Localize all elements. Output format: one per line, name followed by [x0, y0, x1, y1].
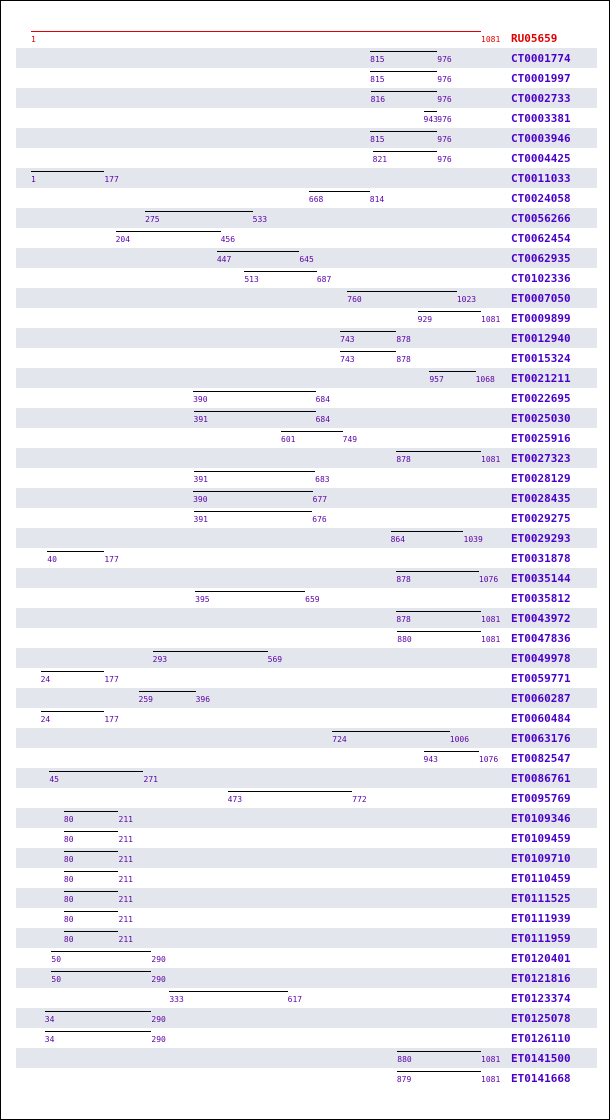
sequence-id-link[interactable]: CT0102336: [511, 272, 571, 285]
sequence-id-link[interactable]: ET0059771: [511, 672, 571, 685]
alignment-row: [16, 68, 597, 88]
alignment-segment: [370, 71, 437, 72]
end-position: 976: [437, 55, 452, 64]
start-position: 80: [63, 855, 74, 864]
alignment-segment: [424, 111, 438, 112]
sequence-id-link[interactable]: ET0025030: [511, 412, 571, 425]
sequence-id-link[interactable]: ET0095769: [511, 792, 571, 805]
alignment-segment: [396, 451, 481, 452]
alignment-segment: [64, 851, 119, 852]
start-position: 333: [169, 995, 184, 1004]
alignment-row: [16, 248, 597, 268]
end-position: 1081: [481, 315, 501, 324]
end-position: 677: [312, 495, 328, 504]
start-position: 601: [281, 435, 296, 444]
end-position: 1006: [449, 735, 470, 744]
end-position: 617: [287, 995, 303, 1004]
sequence-id-link[interactable]: ET0029275: [511, 512, 571, 525]
start-position: 513: [244, 275, 259, 284]
end-position: 456: [220, 235, 236, 244]
start-position: 80: [63, 915, 74, 924]
start-position: 815: [370, 135, 385, 144]
sequence-id-link[interactable]: ET0120401: [511, 952, 571, 965]
alignment-row: [16, 628, 597, 648]
alignment-row: [16, 348, 597, 368]
alignment-segment: [31, 31, 481, 32]
sequence-id-link[interactable]: ET0109710: [511, 852, 571, 865]
start-position: 943: [423, 115, 438, 124]
end-position: 211: [118, 935, 133, 944]
alignment-row: [16, 788, 597, 808]
sequence-id-link[interactable]: CT0003381: [511, 112, 571, 125]
alignment-segment: [145, 211, 253, 212]
end-position: 211: [118, 895, 133, 904]
sequence-id-link[interactable]: ET0141668: [511, 1072, 571, 1085]
end-position: 177: [104, 175, 119, 184]
end-position: 1081: [481, 1075, 501, 1084]
sequence-id-link[interactable]: ET0063176: [511, 732, 571, 745]
end-position: 1076: [478, 755, 499, 764]
alignment-row: [16, 288, 597, 308]
alignment-segment: [51, 951, 151, 952]
end-position: 569: [267, 655, 283, 664]
sequence-id-link[interactable]: CT0001997: [511, 72, 571, 85]
start-position: 80: [63, 815, 74, 824]
start-position: 395: [195, 595, 210, 604]
alignment-segment: [347, 291, 457, 292]
alignment-row: [16, 1028, 597, 1048]
alignment-segment: [244, 271, 317, 272]
end-position: 683: [315, 475, 330, 484]
alignment-segment: [309, 191, 370, 192]
alignment-row: [16, 488, 597, 508]
start-position: 815: [370, 75, 385, 84]
alignment-row: [16, 1068, 597, 1088]
sequence-id-link[interactable]: ET0028435: [511, 492, 571, 505]
sequence-id-link[interactable]: ET0111939: [511, 912, 571, 925]
sequence-id-link[interactable]: CT0001774: [511, 52, 571, 65]
alignment-segment: [281, 431, 343, 432]
end-position: 976: [437, 155, 452, 164]
end-position: 976: [437, 115, 452, 124]
alignment-segment: [31, 171, 104, 172]
alignment-row: [16, 188, 597, 208]
start-position: 878: [396, 575, 411, 584]
alignment-segment: [373, 151, 438, 152]
alignment-row: [16, 868, 597, 888]
start-position: 275: [145, 215, 160, 224]
alignment-segment: [396, 571, 479, 572]
end-position: 687: [316, 275, 332, 284]
reference-row: [16, 28, 597, 48]
alignment-segment: [64, 911, 119, 912]
end-position: 976: [437, 95, 452, 104]
sequence-id-link[interactable]: ET0012940: [511, 332, 571, 345]
sequence-id-link[interactable]: ET0082547: [511, 752, 571, 765]
sequence-id-link[interactable]: CT0011033: [511, 172, 571, 185]
alignment-row: [16, 448, 597, 468]
start-position: 34: [44, 1015, 55, 1024]
sequence-id-link[interactable]: ET0022695: [511, 392, 571, 405]
end-position: 1081: [481, 615, 501, 624]
alignment-row: [16, 408, 597, 428]
alignment-segment: [340, 331, 396, 332]
alignment-segment: [397, 1071, 481, 1072]
end-position: 177: [104, 715, 119, 724]
alignment-segment: [370, 51, 437, 52]
alignment-row: [16, 228, 597, 248]
start-position: 879: [396, 1075, 412, 1084]
end-position: 1081: [481, 35, 501, 44]
end-position: 1068: [475, 375, 495, 384]
sequence-id-link[interactable]: ET0110459: [511, 872, 571, 885]
start-position: 204: [115, 235, 131, 244]
alignment-row: [16, 388, 597, 408]
start-position: 391: [193, 515, 208, 524]
alignment-row: [16, 108, 597, 128]
alignment-row: [16, 848, 597, 868]
alignment-row: [16, 548, 597, 568]
sequence-id-link[interactable]: CT0062935: [511, 252, 571, 265]
alignment-segment: [371, 91, 438, 92]
alignment-segment: [64, 831, 119, 832]
alignment-row: [16, 808, 597, 828]
sequence-id-link[interactable]: CT0062454: [511, 232, 571, 245]
start-position: 391: [193, 415, 208, 424]
end-position: 533: [252, 215, 268, 224]
start-position: 724: [332, 735, 347, 744]
end-position: 749: [342, 435, 358, 444]
sequence-id-link[interactable]: ET0060484: [511, 712, 571, 725]
sequence-id-link[interactable]: ET0109459: [511, 832, 571, 845]
end-position: 211: [118, 835, 133, 844]
start-position: 390: [193, 495, 208, 504]
start-position: 24: [40, 675, 51, 684]
alignment-row: [16, 1048, 597, 1068]
alignment-segment: [41, 711, 105, 712]
start-position: 80: [63, 835, 74, 844]
end-position: 878: [396, 335, 411, 344]
alignment-segment: [418, 311, 481, 312]
alignment-segment: [64, 931, 119, 932]
end-position: 1081: [481, 635, 501, 644]
alignment-segment: [169, 991, 287, 992]
start-position: 50: [51, 975, 62, 984]
alignment-row: [16, 1008, 597, 1028]
end-position: 211: [118, 875, 133, 884]
end-position: 976: [437, 75, 452, 84]
start-position: 1: [31, 175, 36, 184]
alignment-row: [16, 128, 597, 148]
alignment-row: [16, 708, 597, 728]
alignment-row: [16, 468, 597, 488]
alignment-segment: [194, 511, 313, 512]
end-position: 878: [396, 355, 411, 364]
alignment-segment: [370, 131, 437, 132]
sequence-id-link[interactable]: ET0035144: [511, 572, 571, 585]
alignment-segment: [193, 491, 313, 492]
alignment-row: [16, 588, 597, 608]
start-position: 760: [347, 295, 362, 304]
sequence-id-link[interactable]: ET0021211: [511, 372, 571, 385]
start-position: 45: [49, 775, 59, 784]
alignment-row: [16, 948, 597, 968]
alignment-row: [16, 688, 597, 708]
start-position: 473: [227, 795, 243, 804]
end-position: 676: [312, 515, 327, 524]
end-position: 976: [437, 135, 452, 144]
alignment-segment: [153, 651, 268, 652]
start-position: 878: [396, 615, 411, 624]
start-position: 80: [63, 935, 74, 944]
start-position: 391: [193, 475, 208, 484]
alignment-segment: [47, 551, 104, 552]
start-position: 80: [63, 895, 74, 904]
alignment-segment: [397, 1051, 481, 1052]
start-position: 40: [47, 555, 57, 564]
alignment-segment: [429, 371, 475, 372]
alignment-segment: [41, 671, 105, 672]
alignment-segment: [397, 631, 481, 632]
alignment-segment: [64, 811, 119, 812]
start-position: 821: [372, 155, 388, 164]
sequence-id-link[interactable]: ET0035812: [511, 592, 571, 605]
end-position: 645: [299, 255, 314, 264]
sequence-id-link[interactable]: ET0043972: [511, 612, 571, 625]
alignment-segment: [116, 231, 221, 232]
sequence-id-link[interactable]: ET0141500: [511, 1052, 571, 1065]
start-position: 293: [152, 655, 168, 664]
alignment-row: [16, 608, 597, 628]
alignment-row: [16, 648, 597, 668]
start-position: 880: [397, 635, 412, 644]
sequence-id-link[interactable]: ET0029293: [511, 532, 571, 545]
alignment-row: [16, 928, 597, 948]
start-position: 815: [370, 55, 385, 64]
alignment-segment: [340, 351, 396, 352]
alignment-segment: [332, 731, 450, 732]
alignment-row: [16, 568, 597, 588]
alignment-row: [16, 828, 597, 848]
sequence-id-link[interactable]: ET0027323: [511, 452, 571, 465]
start-position: 1: [31, 35, 36, 44]
alignment-row: [16, 308, 597, 328]
start-position: 864: [390, 535, 406, 544]
end-position: 1023: [456, 295, 477, 304]
start-position: 816: [370, 95, 386, 104]
sequence-id-link[interactable]: ET0015324: [511, 352, 571, 365]
start-position: 447: [216, 255, 232, 264]
alignment-row: [16, 208, 597, 228]
sequence-id-link[interactable]: ET0028129: [511, 472, 571, 485]
alignment-row: [16, 328, 597, 348]
sequence-id-link[interactable]: ET0060287: [511, 692, 571, 705]
alignment-segment: [64, 891, 119, 892]
sequence-id-link[interactable]: ET0109346: [511, 812, 571, 825]
alignment-row: [16, 528, 597, 548]
start-position: 880: [397, 1055, 412, 1064]
alignment-segment: [396, 611, 481, 612]
sequence-id-link[interactable]: CT0004425: [511, 152, 571, 165]
alignment-row: [16, 268, 597, 288]
sequence-id-link[interactable]: ET0126110: [511, 1032, 571, 1045]
alignment-row: [16, 888, 597, 908]
alignment-row: [16, 168, 597, 188]
end-position: 211: [118, 855, 133, 864]
start-position: 259: [138, 695, 153, 704]
start-position: 743: [340, 335, 355, 344]
start-position: 668: [308, 195, 324, 204]
end-position: 271: [143, 775, 158, 784]
start-position: 50: [51, 955, 62, 964]
start-position: 743: [340, 355, 355, 364]
end-position: 1076: [478, 575, 499, 584]
alignment-row: [16, 768, 597, 788]
end-position: 1081: [481, 455, 501, 464]
alignment-segment: [194, 471, 316, 472]
sequence-id-link[interactable]: ET0009899: [511, 312, 571, 325]
start-position: 929: [417, 315, 433, 324]
alignment-segment: [195, 591, 305, 592]
end-position: 772: [352, 795, 367, 804]
alignment-segment: [217, 251, 300, 252]
start-position: 24: [40, 715, 51, 724]
end-position: 177: [104, 675, 119, 684]
alignment-segment: [139, 691, 196, 692]
end-position: 1081: [481, 1055, 501, 1064]
end-position: 1039: [463, 535, 483, 544]
sequence-id-link[interactable]: ET0031878: [511, 552, 571, 565]
end-position: 290: [151, 975, 166, 984]
alignment-segment: [45, 1031, 152, 1032]
end-position: 684: [315, 395, 331, 404]
sequence-id-link[interactable]: CT0056266: [511, 212, 571, 225]
end-position: 211: [118, 815, 133, 824]
alignment-row: [16, 728, 597, 748]
alignment-row: [16, 988, 597, 1008]
alignment-segment: [51, 971, 151, 972]
alignment-row: [16, 148, 597, 168]
end-position: 290: [151, 955, 166, 964]
alignment-segment: [391, 531, 464, 532]
sequence-id-link[interactable]: ET0007050: [511, 292, 571, 305]
alignment-segment: [64, 871, 119, 872]
alignment-segment: [49, 771, 143, 772]
sequence-id-link[interactable]: ET0123374: [511, 992, 571, 1005]
sequence-id-link[interactable]: ET0111959: [511, 932, 571, 945]
sequence-id-link[interactable]: CT0002733: [511, 92, 571, 105]
sequence-id-link[interactable]: ET0125078: [511, 1012, 571, 1025]
alignment-segment: [228, 791, 353, 792]
start-position: 957: [429, 375, 444, 384]
alignment-segment: [424, 751, 479, 752]
alignment-row: [16, 968, 597, 988]
end-position: 814: [369, 195, 385, 204]
alignment-row: [16, 908, 597, 928]
alignment-segment: [194, 411, 316, 412]
alignment-row: [16, 748, 597, 768]
alignment-row: [16, 48, 597, 68]
alignment-row: [16, 668, 597, 688]
end-position: 659: [305, 595, 320, 604]
end-position: 211: [118, 915, 133, 924]
sequence-id-link[interactable]: ET0047836: [511, 632, 571, 645]
sequence-id-link[interactable]: CT0003946: [511, 132, 571, 145]
alignment-row: [16, 428, 597, 448]
end-position: 177: [104, 555, 119, 564]
sequence-id-link[interactable]: CT0024058: [511, 192, 571, 205]
start-position: 878: [396, 455, 411, 464]
start-position: 390: [193, 395, 208, 404]
alignment-row: [16, 508, 597, 528]
start-position: 943: [423, 755, 438, 764]
sequence-id-link[interactable]: ET0086761: [511, 772, 571, 785]
alignment-row: [16, 88, 597, 108]
sequence-id-link[interactable]: ET0049978: [511, 652, 571, 665]
alignment-row: [16, 368, 597, 388]
start-position: 34: [44, 1035, 55, 1044]
end-position: 290: [151, 1035, 166, 1044]
reference-id-link[interactable]: RU05659: [511, 32, 558, 45]
sequence-id-link[interactable]: ET0121816: [511, 972, 571, 985]
sequence-id-link[interactable]: ET0111525: [511, 892, 571, 905]
end-position: 290: [151, 1015, 166, 1024]
alignment-segment: [45, 1011, 152, 1012]
alignment-segment: [193, 391, 316, 392]
end-position: 396: [195, 695, 211, 704]
sequence-id-link[interactable]: ET0025916: [511, 432, 571, 445]
end-position: 684: [315, 415, 331, 424]
start-position: 80: [63, 875, 74, 884]
